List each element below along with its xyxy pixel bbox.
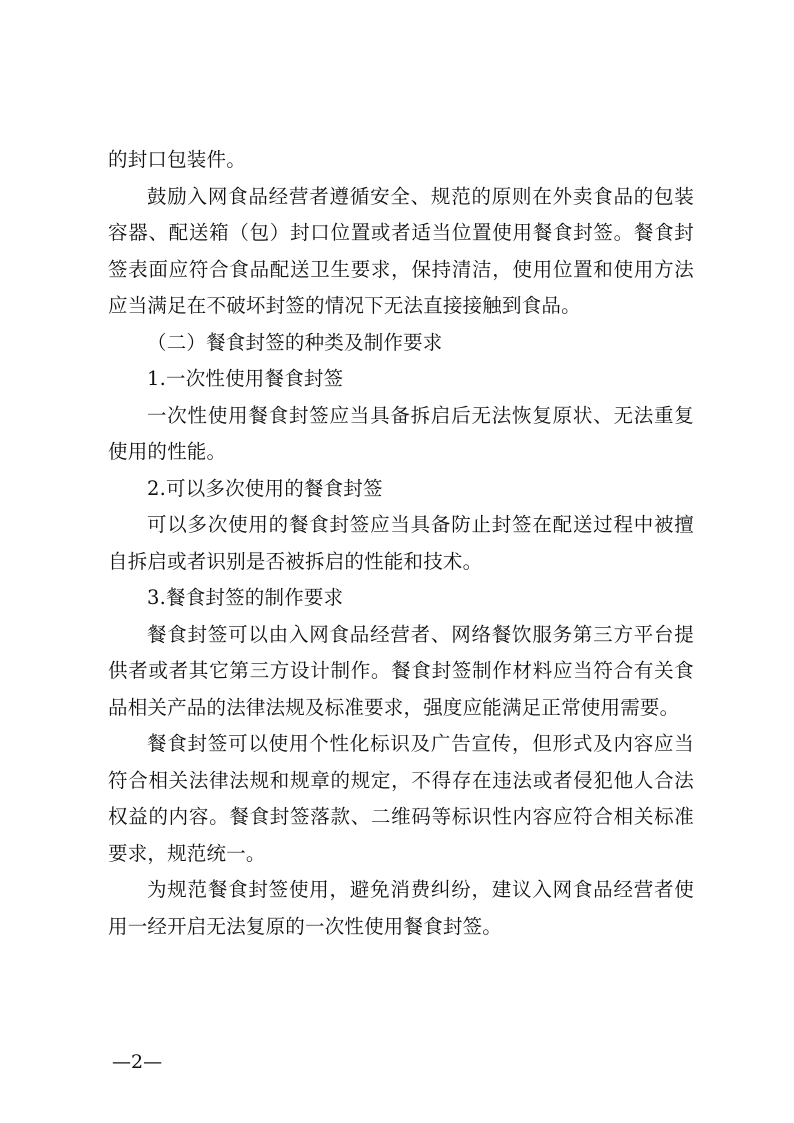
paragraph-single-use-seal: 一次性使用餐食封签应当具备拆启后无法恢复原状、无法重复使用的性能。 xyxy=(108,403,694,463)
page-number: —2— xyxy=(112,1051,163,1073)
section-heading-seal-types: （二）餐食封签的种类及制作要求 xyxy=(147,330,443,354)
subheading-reusable-seal: 2.可以多次使用的餐食封签 xyxy=(147,476,383,500)
document-body xyxy=(108,142,694,945)
subheading-single-use-seal: 1.一次性使用餐食封签 xyxy=(147,367,344,390)
paragraph-recommendation: 为规范餐食封签使用，避免消费纠纷，建议入网食品经营者使用一经开启无法复原的一次性使用餐食封签。 xyxy=(108,878,694,938)
paragraph-encourage-seal-use: 鼓励入网食品经营者遵循安全、规范的原则在外卖食品的包装容器、配送箱（包）封口位置或者适当位置使用餐食封签。餐食封签表面应符合食品配送卫生要求，保持清洁，使用位置和使用方法应当满足在不破坏封签的情况下无法直接接触到食品。 xyxy=(108,184,694,317)
subheading-production-requirements: 3.餐食封签的制作要求 xyxy=(147,586,344,609)
paragraph-branding-advertising: 餐食封签可以使用个性化标识及广告宣传，但形式及内容应当符合相关法律法规和规章的规定，不得存在违法或者侵犯他人合法权益的内容。餐食封签落款、二维码等标识性内容应符合相关标准要求，规范统一。 xyxy=(108,732,694,865)
paragraph-continuation: 的封口包装件。 xyxy=(108,148,246,171)
paragraph-production-requirements: 餐食封签可以由入网食品经营者、网络餐饮服务第三方平台提供者或者其它第三方设计制作。餐食封签制作材料应当符合有关食品相关产品的法律法规及标准要求，强度应能满足正常使用需要。 xyxy=(108,622,694,719)
paragraph-reusable-seal: 可以多次使用的餐食封签应当具备防止封签在配送过程中被擅自拆启或者识别是否被拆启的性能和技术。 xyxy=(108,513,694,573)
